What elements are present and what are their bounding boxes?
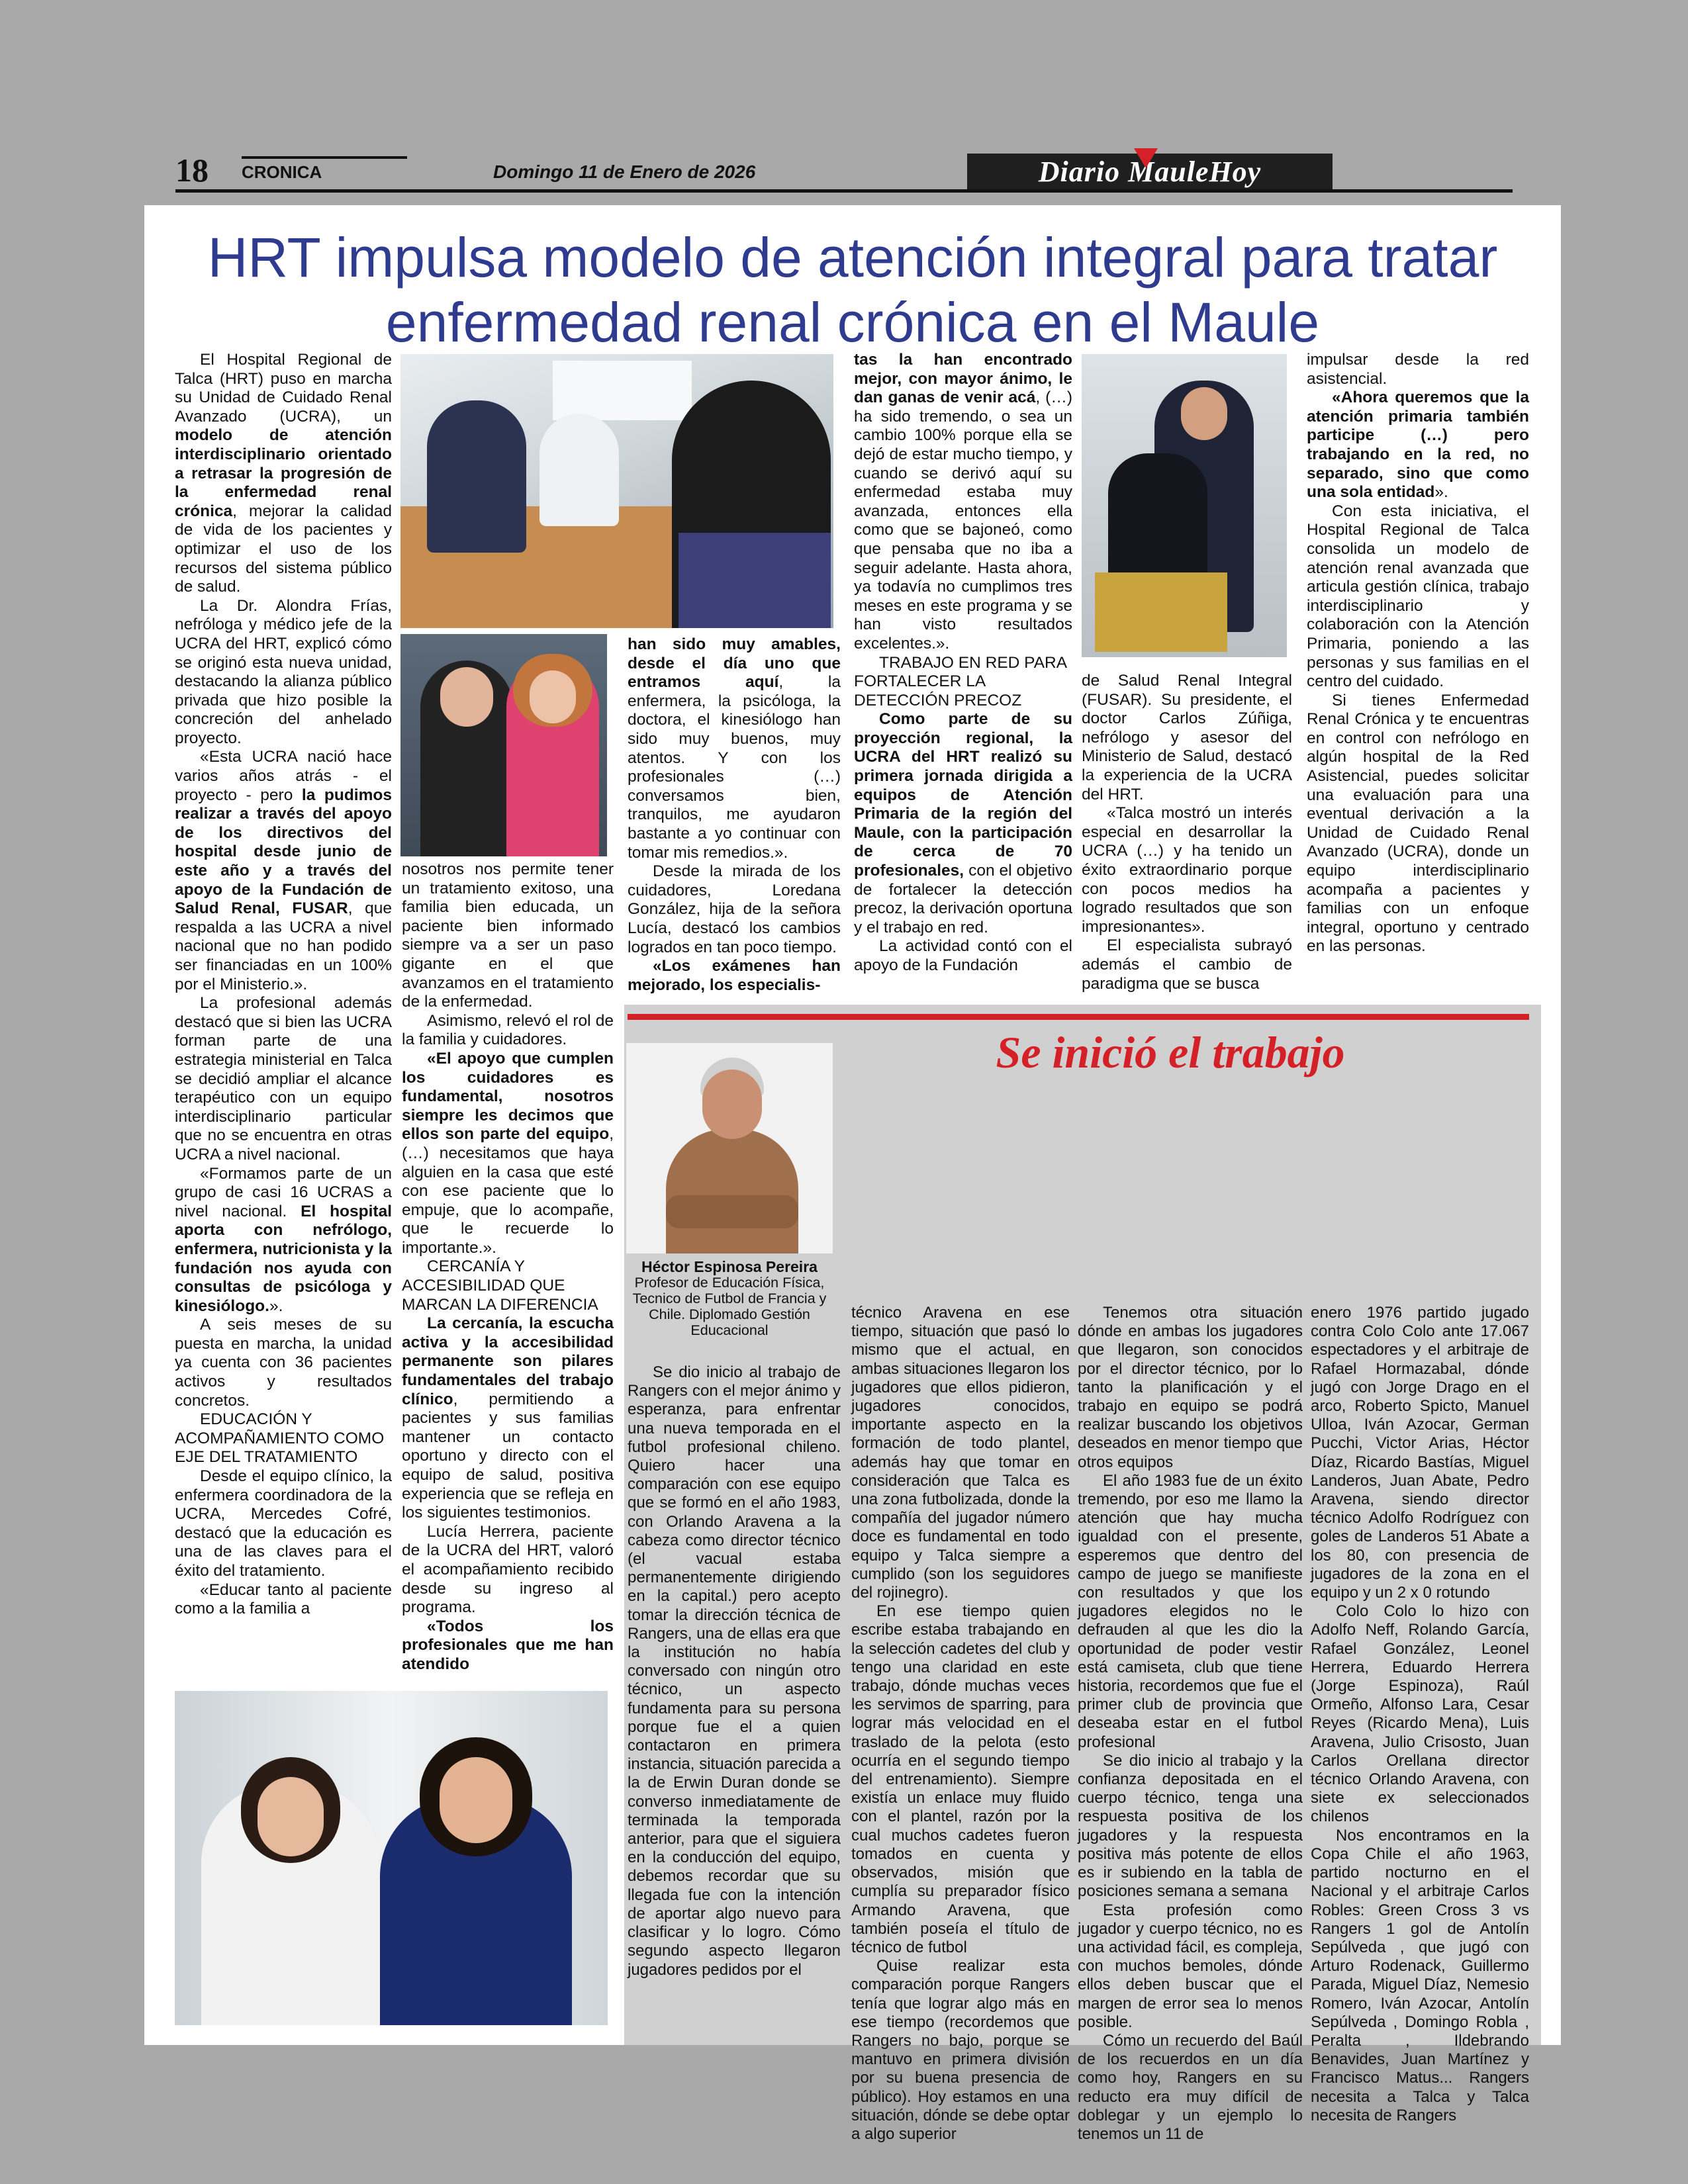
photo-therapist-face [1181, 387, 1227, 440]
photo-patient-and-daughter [400, 634, 607, 856]
author-caption [626, 1259, 833, 1338]
photo-chair [1095, 572, 1227, 652]
photo-doctor-1 [427, 400, 526, 553]
opinion-column-text-4: enero 1976 partido jugado contra Colo Colo ante 17.067 espectadores y el arbitraje de Rafael Hormazabal, dónde jugó con Jorge Drago en el arco, Roberto Spicto, Manuel Ulloa, Iván Azocar, German Pucchi, Victor Arias, Héctor Díaz, Ricardo Bastías, Miguel Landeros, Juan Abate, Pedro Aravena, siendo director técnico Adolfo Rodríguez con goles de Landeros 51 Abate a los 80, con presencia de jugadores de la zona en el equipo y un 2 x 0 rotundo Colo Colo lo hizo con Adolfo Neff, Rolando García, Rafael González, Leonel Herrera, Eduardo Herrera (Jorge Espinoza), Raúl Ormeño, Alfonso Lara, Cesar Reyes (Ricardo Mena), Luis Aravena, Julio Crisosto, Juan Carlos Orellana director técnico Orlando Aravena, con siete ex seleccionados chilenos Nos encontramos en la Copa Chile el año 1963, partido nocturno en el Nacional y el arbitraje Carlos Robles: Green Cross 3 vs Rangers 1 gol de Antolín Sepúlveda , que jugó con Arturo Rodenack, Guillermo Parada, Miguel Díaz, Nemesio Romero, Iván Azocar, Antolín Sepúlveda , Domingo Robla , Peralta , Ildebrando Benavides, Juan Martínez y Francisco Matus... Rangers necesita a Talca y Talca necesita de Rangers [1311, 1304, 1529, 2124]
article-column-1: El Hospital Regional de Talca (HRT) puso en marcha su Unidad de Cuidado Renal Avanzado (UCRA), un modelo de atención interdisciplinario orientado a retrasar la progresión de la enfermedad renal crónica, mejorar la calidad de vida de los pacientes y optimizar el uso de los recursos del sistema público de salud. La Dr. Alondra Frías, nefróloga y médico jefe de la UCRA del HRT, explicó cómo se originó esta nueva unidad, destacando la alianza público privada que hizo posible la concreción del anhelado proyecto. «Esta UCRA nació hace varios años atrás - el proyecto - pero la pudimos realizar a través del apoyo de los directivos del hospital desde junio de este año y a través del apoyo de la Fundación de Salud Renal, FUSAR, que respalda a las UCRA a nivel nacional que no han podido ser financiadas en un 100% por el Ministerio.». La profesional además destacó que si bien las UCRA forman parte de una estrategia ministerial en Talca se decidió ampliar el alcance terapéutico con un equipo interdisciplinario particular que no se encuentra en otras UCRA a nivel nacional. «Formamos parte de un grupo de casi 16 UCRAS a nivel nacional. El hospital aporta con nefrólogo, enfermera, nutricionista y la fundación nos ayuda con consultas de psicóloga y kinesiólogo.». A seis meses de su puesta en marcha, la unidad ya cuenta con 36 pacientes activos y resultados concretos. EDUCACIÓN Y ACOMPAÑAMIENTO COMO EJE DEL TRATAMIENTO Desde el equipo clínico, la enfermera coordinadora de la UCRA, Mercedes Cofré, destacó que la educación es una de las claves para el éxito del tratamiento. «Educar tanto al paciente como a la familia a [175, 351, 392, 1618]
photo-clinic-consultation [400, 354, 833, 628]
page-header [175, 139, 1513, 192]
section-rule [242, 156, 407, 159]
article-column-3: han sido muy amables, desde el día uno que entramos aquí, la enfermera, la psicóloga, la doctora, el kinesiólogo han sido muy buenos, muy atentos. Y con los profesionales (…) conversamos bien, tranquilos, me ayudaron bastante a yo continuar con tomar mis remedios.». Desde la mirada de los cuidadores, Loredana González, hija de la señora Lucía, destacó los cambios logrados en tan poco tiempo. «Los exámenes han mejorado, los especialis- [628, 635, 841, 994]
photo-nursing-team [175, 1691, 608, 2025]
photo-seated-patient [1108, 453, 1207, 586]
article-headline: HRT impulsa modelo de atención integral para tratar enfermedad renal crónica en el Maule [207, 226, 1498, 353]
page-number: 18 [175, 152, 209, 189]
author-portrait [626, 1043, 833, 1253]
photo-woman-2-face [530, 670, 576, 723]
article-column-5: de Salud Renal Integral (FUSAR). Su presidente, el doctor Carlos Zúñiga, nefrólogo y asesor del Ministerio de Salud, destacó la experiencia de la UCRA del HRT. «Talca mostró un interés especial en desarrollar la UCRA (…) y ha tenido un éxito extraordinario porque con pocos medios ha logrado resultados que son impresionantes». El especialista subrayó además el cambio de paradigma que se busca [1082, 672, 1292, 993]
opinion-column-title: Se inició el trabajo [996, 1027, 1345, 1077]
portrait-face [702, 1069, 762, 1139]
masthead-triangle-icon [1134, 148, 1158, 168]
masthead-logo: Diario MauleHoy [967, 154, 1333, 191]
photo-nurse-2-face [440, 1757, 512, 1843]
photo-kinesiology-session [1082, 354, 1287, 657]
opinion-column-text-2: técnico Aravena en ese tiempo, situación que pasó lo mismo que el actual, en ambas situaciones llegaron los jugadores que ellos pidieron, jugadores conocidos, importante aspecto en la formación de todo plantel, además hay que tomar en consideración que Talca es una zona futbolizada, donde la compañía del jugador número doce es fundamental en todo equipo y Talca siempre a cumplido (son los seguidores del rojinegro). En ese tiempo quien escribe estaba trabajando en la selección cadetes del club y tengo una claridad en este trabajo, dónde muchas veces les servimos de sparring, para lograr más velocidad en el traslado de la pelota (esto ocurría en el segundo tiempo del entrenamiento). Siempre existía un enlace muy fluido con el plantel, razón por la cual muchos cadetes fueron tomados en cuenta y observados, misión que cumplía su preparador físico Armando Aravena, que también poseía el título de técnico de futbol Quise realizar esta comparación porque Rangers tenía que lograr algo más en ese tiempo (recordemos que Rangers no bajo, porque se mantuvo en primera división por su buena presencia de público). Hoy estamos en una situación, dónde se debe optar a algo superior [851, 1304, 1070, 2143]
opinion-column-text-1: Se dio inicio al trabajo de Rangers con el mejor ánimo y esperanza, para enfrentar una nueva temporada en el futbol profesional chileno. Quiero hacer una comparación con ese equipo que se formó en el año 1983, con Orlando Aravena a la cabeza como director técnico (el vacual estaba permanentemente dirigiendo en la capital.) pero acepto tomar la dirección técnica de Rangers, una de ellas era que la institución no había conversado con ningún otro técnico, un aspecto fundamenta para su persona porque fue el a quien contactaron en primera instancia, situación parecida a la de Erwin Duran donde se converso inmediatamente de terminada la temporada anterior, para que el siguiera en la conducción del equipo, debemos recordar que su llegada fue con la intención de aportar algo nuevo para clasificar y lo logro. Cómo segundo aspecto llegaron jugadores pedidos por el [628, 1363, 841, 1979]
article-column-2: nosotros nos permite tener un tratamiento exitoso, una familia bien educada, un paciente bien informado siempre va a ser un paso gigante en el que avanzamos en el tratamiento de la enfermedad. Asimismo, relevó el rol de la familia y cuidadores. «El apoyo que cumplen los cuidadores es fundamental, nosotros siempre les decimos que ellos son parte del equipo, (…) necesitamos que haya alguien en la casa que esté con ese paciente que lo empuje, que lo acompañe, que le recuerde lo importante.». CERCANÍA Y ACCESIBILIDAD QUE MARCAN LA DIFERENCIA La cercanía, la escucha activa y la accesibilidad permanente son pilares fundamentales del trabajo clínico, permitiendo a pacientes y sus familias mantener un contacto oportuno y directo con el equipo de salud, positiva experiencia que se refleja en los siguientes testimonios. Lucía Herrera, paciente de la UCRA del HRT, valoró el acompañamiento recibido desde su ingreso al programa. «Todos los profesionales que me han atendido [402, 860, 614, 1673]
opinion-column-red-rule [628, 1014, 1529, 1020]
portrait-body [666, 1129, 798, 1253]
article-column-6: impulsar desde la red asistencial. «Ahora queremos que la atención primaria también participe (…) pero trabajando en la red, no separado, sino que como una sola entidad». Con esta iniciativa, el Hospital Regional de Talca consolida un modelo de atención renal avanzada que articula gestión clínica, trabajo interdisciplinario y colaboración con la Atención Primaria, poniendo a las personas y sus familias en el centro del cuidado. Si tienes Enfermedad Renal Crónica y te encuentras en control con nefrólogo en algún hospital de la Red Asistencial, puedes solicitar una evaluación para una eventual derivación a la Unidad de Cuidado Renal Avanzado (UCRA), donde un equipo interdisciplinario acompaña a pacientes y familias con un enfoque integral, oportuno y centrado en las personas. [1307, 351, 1529, 956]
portrait-arms [666, 1195, 798, 1228]
article-column-4: tas la han encontrado mejor, con mayor ánimo, le dan ganas de venir acá, (…) ha sido tremendo, o sea un cambio 100% porque ella se dejó de estar mucho tiempo, y cuando se derivó aquí su enfermedad estaba muy avanzada, entonces ella como que se bajoneó, como que pensaba que no iba a seguir adelante. Hasta ahora, ya todavía no cumplimos tres meses en este programa y se han visto resultados excelentes.». TRABAJO EN RED PARA FORTALECER LA DETECCIÓN PRECOZ Como parte de su proyección regional, la UCRA del HRT realizó su primera jornada dirigida a equipos de Atención Primaria de la región del Maule, con la participación de cerca de 70 profesionales, con el objetivo de fortalecer la detección precoz, la derivación oportuna y el trabajo en red. La actividad contó con el apoyo de la Fundación [854, 351, 1072, 974]
photo-nurse-1-face [258, 1777, 324, 1856]
issue-date: Domingo 11 de Enero de 2026 [493, 161, 756, 182]
author-bio: Profesor de Educación Física, Tecnico de Futbol de Francia y Chile. Diplomado Gestión Educacional [632, 1275, 827, 1338]
header-rule [175, 189, 1513, 193]
photo-doctor-2 [539, 414, 619, 526]
opinion-column-text-3: Tenemos otra situación dónde en ambas los jugadores que llegaron, son conocidos por el director técnico, por lo tanto la planificación y el trabajo en equipo se podrá realizar buscando los objetivos deseados en menor tiempo que otros equipos El año 1983 fue de un éxito tremendo, por eso me llamo la atención que hay mucha igualdad con el presente, esperemos que dentro del campo de juego se manifieste con resultados y que los jugadores elegidos no le defrauden al que les dio la oportunidad de poder vestir está camiseta, club que tiene historia, recordemos que fue el primer club de provincia que deseaba estar en el futbol profesional Se dio inicio al trabajo y la confianza depositada en el cuerpo técnico, tenga una respuesta positiva de los jugadores y la respuesta positiva más potente de ellos es ir subiendo en la tabla de posiciones semana a semana Esta profesión como jugador y cuerpo técnico, no es una actividad fácil, es compleja, con muchos bemoles, dónde ellos deben buscar que el margen de error sea lo menos posible. Cómo un recuerdo del Baúl de los recuerdos en un día como hoy, Rangers en su reducto era muy difícil de doblegar y un ejemplo lo tenemos un 11 de [1078, 1304, 1303, 2143]
section-label: CRONICA [242, 162, 322, 182]
photo-woman-1-face [440, 667, 493, 727]
author-name: Héctor Espinosa Pereira [641, 1258, 818, 1275]
page-sheet [144, 205, 1561, 2143]
photo-window [553, 361, 692, 420]
photo-patient-shirt [679, 533, 831, 628]
